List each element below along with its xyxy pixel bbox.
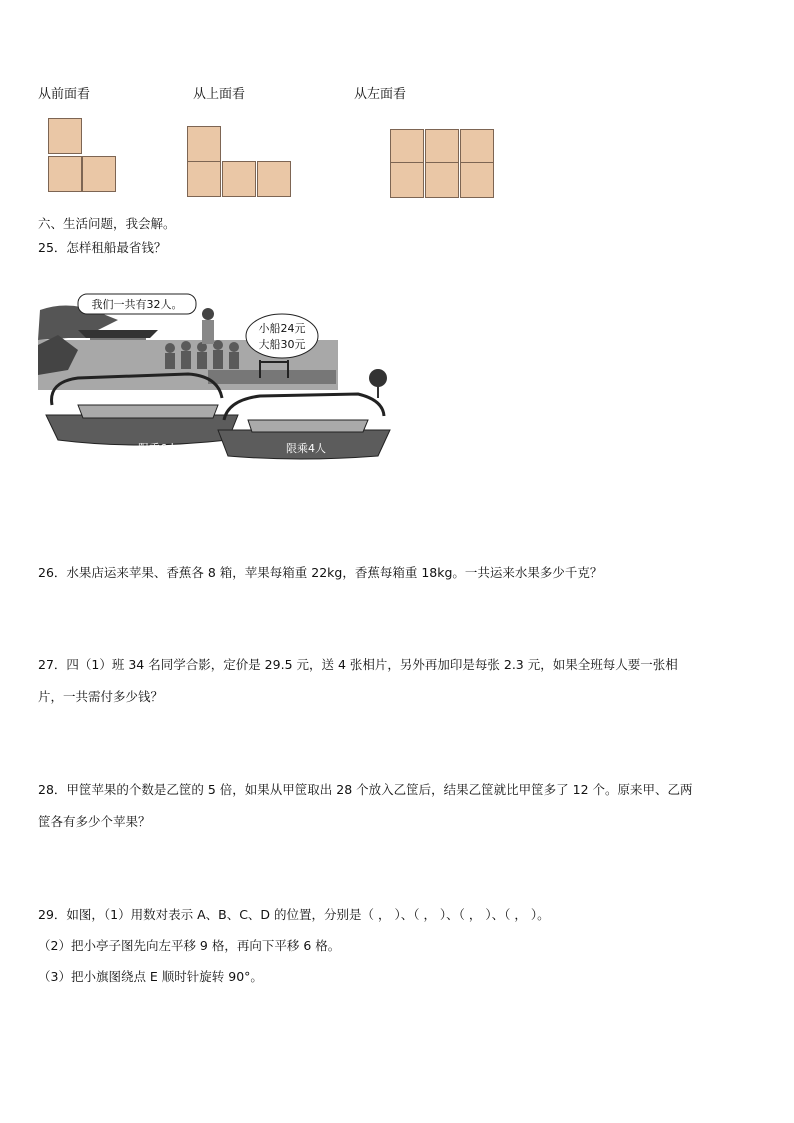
view-square — [390, 162, 424, 198]
question-29-line2: （2）把小亭子图先向左平移 9 格，再向下平移 6 格。 — [38, 938, 341, 953]
view-square — [425, 162, 459, 198]
dock — [208, 370, 336, 384]
left-view-label: 从左面看 — [354, 87, 407, 102]
view-square — [222, 161, 256, 197]
question-27-line2: 片，一共需付多少钱？ — [38, 689, 164, 704]
top-view-label: 从上面看 — [193, 87, 246, 102]
view-square — [460, 129, 494, 165]
price-small: 小船24元 — [258, 322, 306, 335]
price-big: 大船30元 — [258, 338, 306, 351]
section-title: 六、生活问题，我会解。 — [38, 216, 176, 231]
front-view-label: 从前面看 — [38, 87, 91, 102]
view-square — [425, 129, 459, 165]
view-square — [187, 126, 221, 162]
question-28-line2: 筐各有多少个苹果？ — [38, 814, 151, 829]
view-square — [48, 156, 82, 192]
price-bubble — [246, 314, 318, 358]
boat-capacity-label: 限乘6人 — [138, 442, 178, 455]
view-square — [460, 162, 494, 198]
view-square — [48, 118, 82, 154]
small-boat — [218, 394, 390, 459]
view-square — [82, 156, 116, 192]
boat-capacity-label: 限乘4人 — [286, 442, 326, 455]
tree-silhouette — [369, 369, 387, 387]
teacher-figure — [202, 308, 214, 320]
boat-rental-illustration — [38, 290, 396, 460]
teacher-figure — [202, 320, 214, 344]
question-25: 25．怎样租船最省钱？ — [38, 240, 167, 255]
question-28-line1: 28．甲筐苹果的个数是乙筐的 5 倍，如果从甲筐取出 28 个放入乙筐后，结果乙筐就比甲筐多了 12 个。原来甲、乙两 — [38, 782, 693, 797]
view-square — [390, 129, 424, 165]
question-27-line1: 27．四（1）班 34 名同学合影，定价是 29.5 元，送 4 张相片，另外再加印是每张 2.3 元，如果全班每人要一张相 — [38, 657, 678, 672]
view-square — [257, 161, 291, 197]
pavilion-roof — [78, 330, 158, 338]
speech-text: 我们一共有32人。 — [91, 298, 183, 311]
question-29-line3: （3）把小旗图绕点 E 顺时针旋转 90°。 — [38, 969, 263, 984]
view-square — [187, 161, 221, 197]
question-29-line1: 29．如图，（1）用数对表示 A、B、C、D 的位置，分别是（ ， ）、（ ， ）、（ ， ）、（ ， ）。 — [38, 907, 550, 922]
question-26: 26．水果店运来苹果、香蕉各 8 箱，苹果每箱重 22kg，香蕉每箱重 18kg。一共运来水果多少千克？ — [38, 565, 603, 580]
